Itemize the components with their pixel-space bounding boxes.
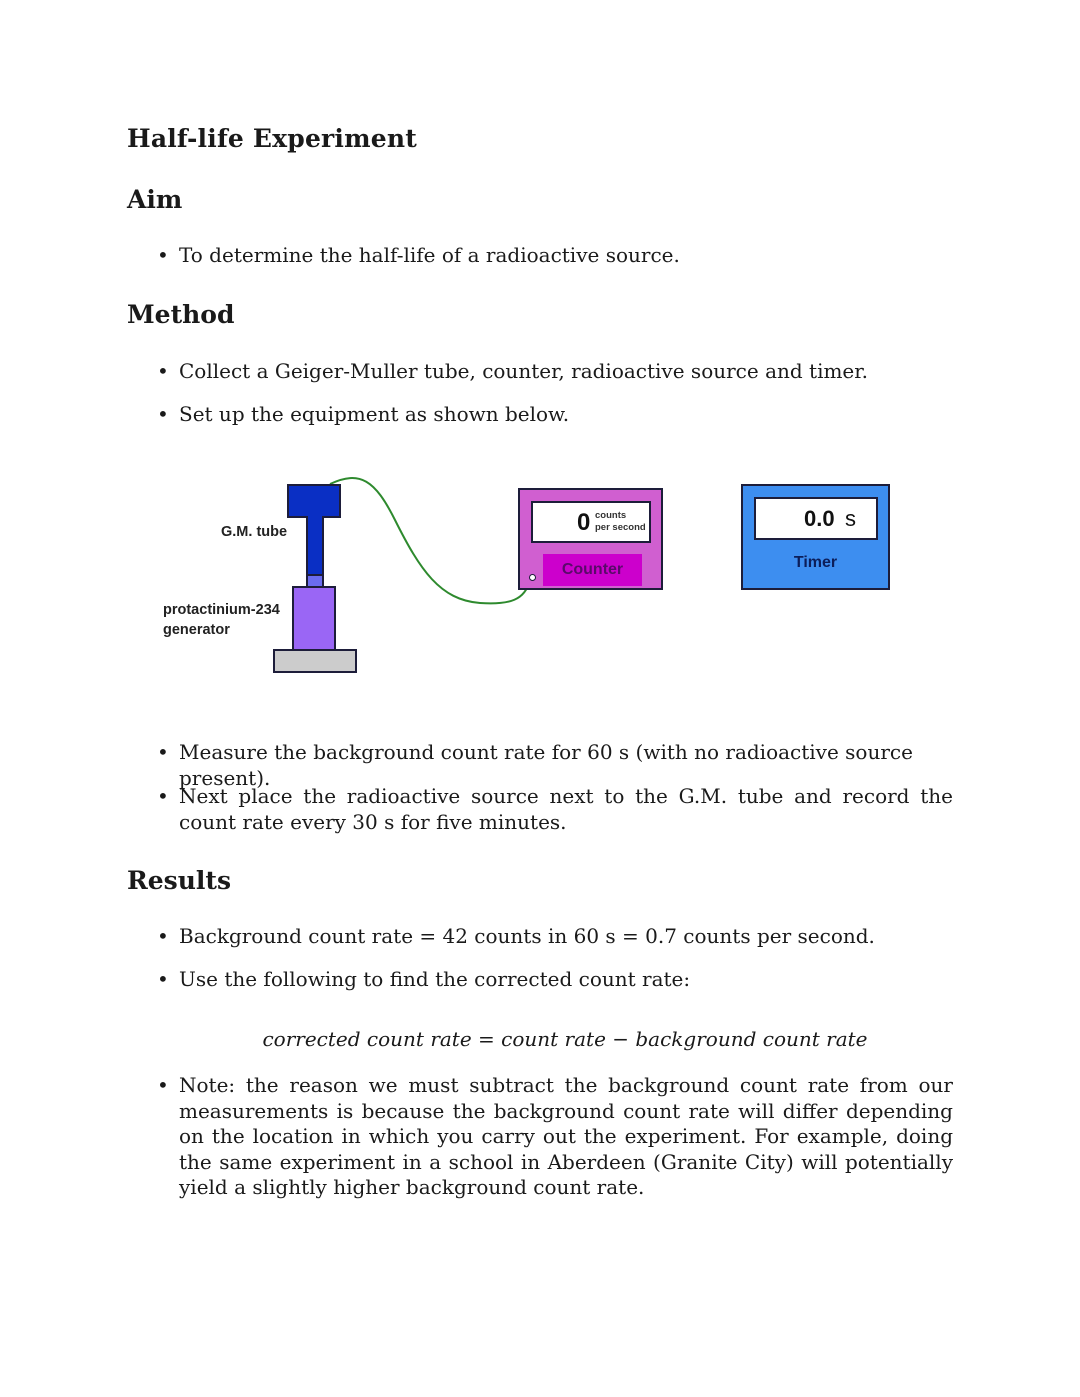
timer-value: 0.0	[804, 506, 835, 531]
section-heading-aim: Aim	[127, 185, 183, 214]
bullet-icon: •	[157, 402, 169, 426]
gm-tube-label: G.M. tube	[221, 524, 288, 540]
bullet-icon: •	[157, 359, 169, 383]
counter-unit-line2: per second	[595, 522, 646, 533]
counter-unit-line1: counts	[595, 510, 627, 521]
bullet-icon: •	[157, 924, 169, 948]
gm-tube-stem	[306, 516, 324, 576]
generator-body	[292, 586, 336, 651]
method-step-4: Next place the radioactive source next to the G.M. tube and record the count rate every 30 s for five minutes.	[179, 784, 953, 834]
section-heading-method: Method	[127, 300, 235, 329]
bullet-icon: •	[157, 1073, 169, 1097]
section-heading-results: Results	[127, 866, 232, 895]
corrected-rate-instruction: Use the following to find the corrected count rate:	[179, 967, 691, 991]
bullet-icon: •	[157, 784, 169, 808]
timer-display	[754, 497, 878, 540]
background-note: Note: the reason we must subtract the background count rate from our measurements is because the background count rate will differ depending on the location in which you carry out the experiment. For example, doing the same experiment in a school in Aberdeen (Granite City) will potentially yield a slightly higher background count rate.	[179, 1073, 953, 1199]
method-step-2: Set up the equipment as shown below.	[179, 402, 570, 426]
aim-text: To determine the half-life of a radioactive source.	[179, 243, 680, 267]
method-step-1: Collect a Geiger-Muller tube, counter, radioactive source and timer.	[179, 359, 868, 383]
bullet-icon: •	[157, 740, 169, 764]
background-count-rate: Background count rate = 42 counts in 60 s = 0.7 counts per second.	[179, 924, 875, 948]
counter-value: 0	[577, 509, 591, 536]
method-step-3: Measure the background count rate for 60 s (with no radioactive source present).	[179, 740, 913, 790]
timer-label: Timer	[793, 554, 838, 571]
timer-device	[741, 484, 890, 590]
counter-socket-icon	[529, 574, 536, 581]
corrected-count-rate-formula: corrected count rate = count rate − background count rate	[262, 1027, 868, 1051]
bullet-icon: •	[157, 243, 169, 267]
generator-label-line1: protactinium-234	[163, 602, 280, 618]
timer-unit: s	[845, 506, 856, 531]
generator-base	[273, 649, 357, 673]
bullet-icon: •	[157, 967, 169, 991]
generator-label-line2: generator	[163, 622, 230, 638]
gm-tube-head	[287, 484, 341, 518]
page-title: Half-life Experiment	[127, 124, 418, 153]
counter-device	[518, 488, 663, 590]
counter-display	[531, 501, 651, 543]
counter-label: Counter	[543, 554, 642, 586]
